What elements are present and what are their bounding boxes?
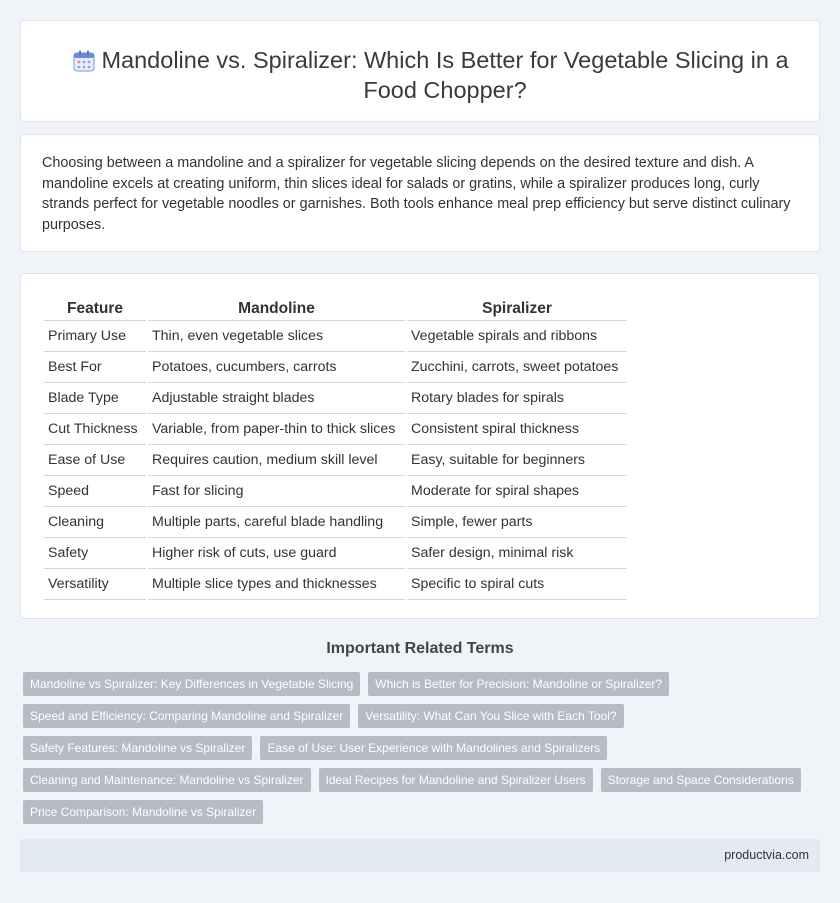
spiralizer-cell: Consistent spiral thickness [407, 414, 627, 445]
footer-site-name: productvia.com [724, 848, 809, 862]
table-row [44, 507, 627, 538]
feature-cell: Safety [44, 538, 146, 569]
table-row [44, 476, 627, 507]
mandoline-cell: Thin, even vegetable slices [148, 321, 405, 352]
related-term-link[interactable]: Safety Features: Mandoline vs Spiralizer [23, 736, 252, 760]
feature-cell: Blade Type [44, 383, 146, 414]
related-term-link[interactable]: Which is Better for Precision: Mandoline or Spiralizer? [368, 672, 669, 696]
feature-cell: Speed [44, 476, 146, 507]
mandoline-cell: Requires caution, medium skill level [148, 445, 405, 476]
related-term-link[interactable]: Versatility: What Can You Slice with Each Tool? [358, 704, 623, 728]
related-term-link[interactable]: Ideal Recipes for Mandoline and Spiralizer Users [319, 768, 593, 792]
table-row [44, 445, 627, 476]
page-title: Mandoline vs. Spiralizer: Which Is Better for Vegetable Slicing in a Food Chopper? [101, 47, 789, 103]
mandoline-cell: Adjustable straight blades [148, 383, 405, 414]
spiralizer-cell: Zucchini, carrots, sweet potatoes [407, 352, 627, 383]
table-row [44, 352, 627, 383]
header-feature: Feature [44, 295, 146, 321]
spiralizer-cell: Easy, suitable for beginners [407, 445, 627, 476]
spiralizer-cell: Safer design, minimal risk [407, 538, 627, 569]
footer-bar [20, 839, 820, 872]
mandoline-cell: Multiple slice types and thicknesses [148, 569, 405, 600]
table-row [44, 383, 627, 414]
comparison-table [42, 295, 629, 600]
table-row [44, 569, 627, 600]
header-spiralizer: Spiralizer [407, 295, 627, 321]
table-header-row [44, 295, 627, 321]
spiralizer-cell: Specific to spiral cuts [407, 569, 627, 600]
mandoline-cell: Higher risk of cuts, use guard [148, 538, 405, 569]
related-term-link[interactable]: Price Comparison: Mandoline vs Spiralizer [23, 800, 263, 824]
related-terms-list [23, 672, 813, 824]
related-term-link[interactable]: Mandoline vs Spiralizer: Key Differences in Vegetable Slicing [23, 672, 360, 696]
table-row [44, 321, 627, 352]
related-term-link[interactable]: Cleaning and Maintenance: Mandoline vs Spiralizer [23, 768, 311, 792]
feature-cell: Versatility [44, 569, 146, 600]
related-term-link[interactable]: Ease of Use: User Experience with Mandolines and Spiralizers [260, 736, 607, 760]
header-mandoline: Mandoline [148, 295, 405, 321]
mandoline-cell: Variable, from paper-thin to thick slices [148, 414, 405, 445]
mandoline-cell: Fast for slicing [148, 476, 405, 507]
feature-cell: Cut Thickness [44, 414, 146, 445]
table-row [44, 414, 627, 445]
spiralizer-cell: Simple, fewer parts [407, 507, 627, 538]
title-card [20, 20, 820, 122]
intro-card [20, 134, 820, 252]
related-terms-heading: Important Related Terms [326, 640, 514, 657]
feature-cell: Cleaning [44, 507, 146, 538]
comparison-table-card [20, 273, 820, 619]
mandoline-cell: Potatoes, cucumbers, carrots [148, 352, 405, 383]
related-term-link[interactable]: Speed and Efficiency: Comparing Mandoline and Spiralizer [23, 704, 350, 728]
intro-paragraph: Choosing between a mandoline and a spiralizer for vegetable slicing depends on the desired texture and dish. A mandoline excels at creating uniform, thin slices ideal for salads or gratins, while a spiralizer produces long, curly strands perfect for vegetable noodles or garnishes. Both tools enhance meal prep efficiency but serve distinct culinary purposes. [42, 155, 791, 233]
spiralizer-cell: Rotary blades for spirals [407, 383, 627, 414]
spiralizer-cell: Moderate for spiral shapes [407, 476, 627, 507]
table-row [44, 538, 627, 569]
feature-cell: Ease of Use [44, 445, 146, 476]
spiralizer-cell: Vegetable spirals and ribbons [407, 321, 627, 352]
mandoline-cell: Multiple parts, careful blade handling [148, 507, 405, 538]
feature-cell: Best For [44, 352, 146, 383]
related-term-link[interactable]: Storage and Space Considerations [601, 768, 801, 792]
feature-cell: Primary Use [44, 321, 146, 352]
